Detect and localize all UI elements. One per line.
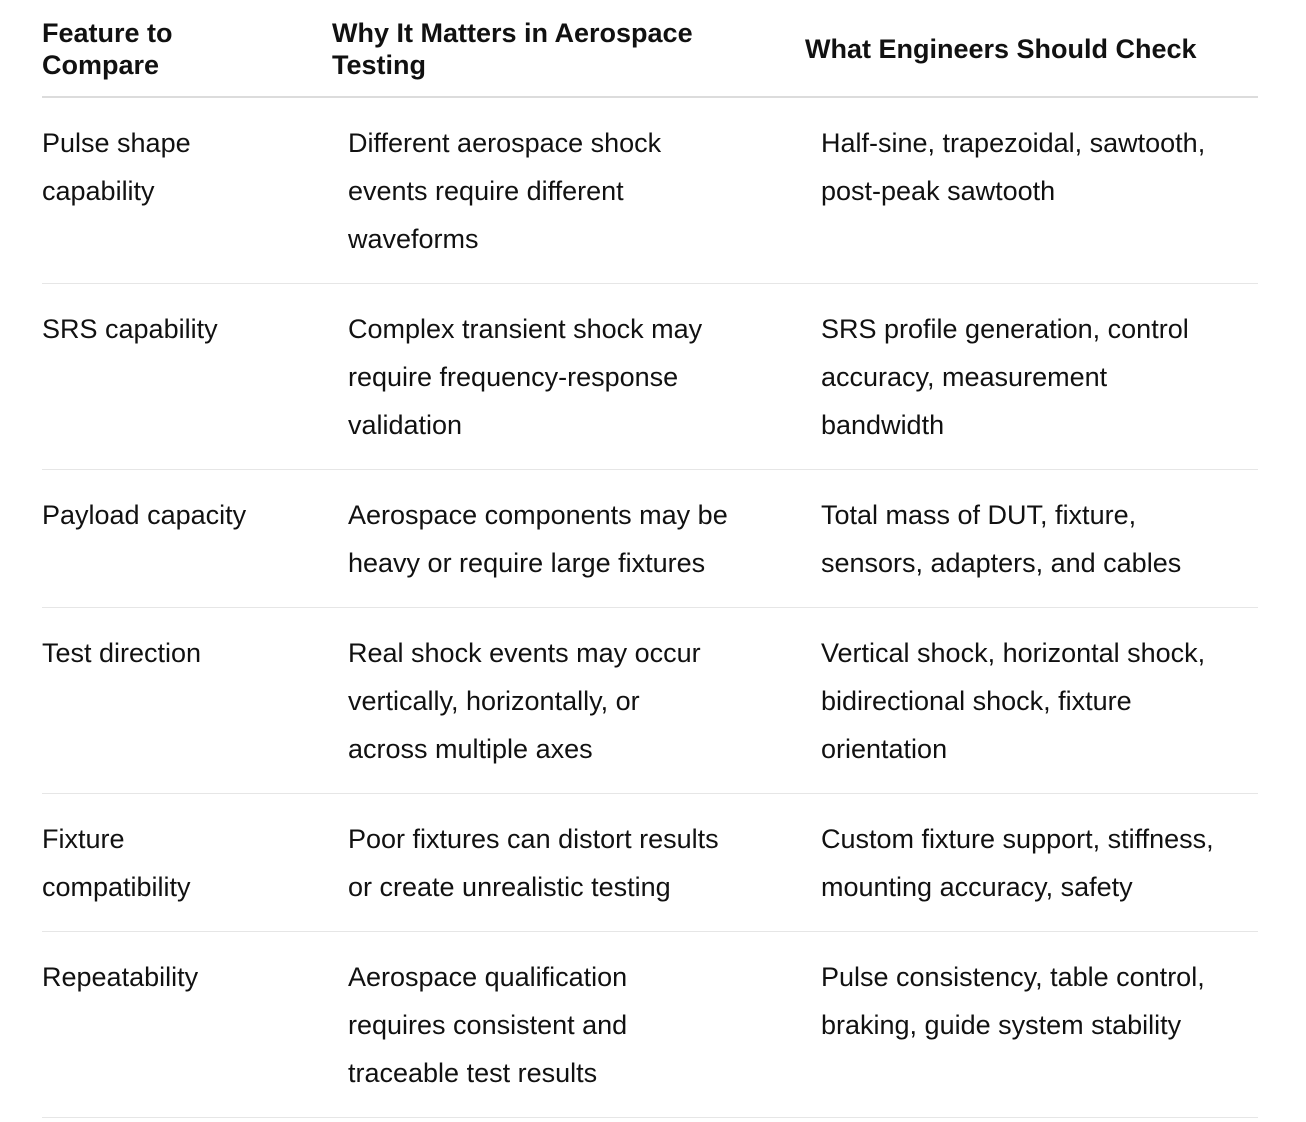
cell-check [821, 815, 1261, 911]
cell-why [348, 629, 788, 773]
cell-why-line: or create unrealistic testing [348, 872, 671, 902]
cell-why [348, 305, 788, 449]
table-row [42, 98, 1258, 284]
table-row [42, 794, 1258, 932]
cell-check-line: Custom fixture support, stiffness, [821, 824, 1214, 854]
cell-why-line: waveforms [348, 224, 479, 254]
cell-feature-line: capability [42, 176, 155, 206]
cell-why-line: Aerospace components may be [348, 500, 728, 530]
cell-feature-line: SRS capability [42, 314, 218, 344]
cell-check [821, 629, 1261, 773]
cell-feature-line: Pulse shape [42, 128, 191, 158]
cell-check [821, 491, 1261, 587]
cell-check-line: Pulse consistency, table control, [821, 962, 1205, 992]
cell-why [348, 119, 788, 263]
comparison-table [42, 0, 1258, 1118]
cell-why-line: vertically, horizontally, or [348, 686, 640, 716]
cell-why-line: Different aerospace shock [348, 128, 662, 158]
cell-check-line: bandwidth [821, 410, 945, 440]
cell-check [821, 305, 1261, 449]
table-row [42, 932, 1258, 1118]
table-row [42, 608, 1258, 794]
cell-why-line: requires consistent and [348, 1010, 628, 1040]
cell-why-line: validation [348, 410, 463, 440]
cell-why-line: Complex transient shock may [348, 314, 703, 344]
cell-feature [42, 953, 312, 1001]
cell-why [348, 815, 788, 911]
cell-check-line: SRS profile generation, control [821, 314, 1189, 344]
cell-feature-line: Payload capacity [42, 500, 247, 530]
header-why-line1: Why It Matters in Aerospace [332, 18, 693, 48]
table-body [42, 98, 1258, 1118]
cell-check [821, 953, 1261, 1049]
cell-check-line: bidirectional shock, fixture [821, 686, 1132, 716]
cell-why [348, 953, 788, 1097]
cell-why-line: Aerospace qualification [348, 962, 628, 992]
cell-why-line: require frequency-response [348, 362, 679, 392]
cell-why-line: Poor fixtures can distort results [348, 824, 719, 854]
table-header [42, 0, 1258, 98]
cell-check-line: Half-sine, trapezoidal, sawtooth, [821, 128, 1206, 158]
cell-check-line: accuracy, measurement [821, 362, 1108, 392]
cell-check-line: Total mass of DUT, fixture, [821, 500, 1137, 530]
table-row [42, 470, 1258, 608]
cell-why [348, 491, 788, 587]
cell-feature-line: compatibility [42, 872, 191, 902]
header-why-it-matters [332, 17, 772, 81]
cell-check-line: mounting accuracy, safety [821, 872, 1133, 902]
cell-feature [42, 629, 312, 677]
cell-feature [42, 119, 312, 215]
cell-check-line: orientation [821, 734, 948, 764]
table-row [42, 284, 1258, 470]
cell-why-line: across multiple axes [348, 734, 593, 764]
cell-why-line: Real shock events may occur [348, 638, 701, 668]
cell-why-line: traceable test results [348, 1058, 598, 1088]
cell-feature [42, 491, 312, 539]
cell-why-line: heavy or require large fixtures [348, 548, 706, 578]
cell-check-line: Vertical shock, horizontal shock, [821, 638, 1206, 668]
header-feature-line2: Compare [42, 50, 160, 80]
cell-feature [42, 815, 312, 911]
header-why-line2: Testing [332, 50, 426, 80]
cell-check-line: sensors, adapters, and cables [821, 548, 1182, 578]
cell-check-line: post-peak sawtooth [821, 176, 1056, 206]
cell-feature-line: Test direction [42, 638, 202, 668]
cell-feature-line: Fixture [42, 824, 125, 854]
cell-feature-line: Repeatability [42, 962, 199, 992]
header-feature-line1: Feature to [42, 18, 173, 48]
cell-feature [42, 305, 312, 353]
header-what-engineers-check: What Engineers Should Check [805, 34, 1197, 64]
header-feature-to-compare [42, 17, 302, 81]
cell-check [821, 119, 1261, 215]
cell-check-line: braking, guide system stability [821, 1010, 1182, 1040]
cell-why-line: events require different [348, 176, 624, 206]
